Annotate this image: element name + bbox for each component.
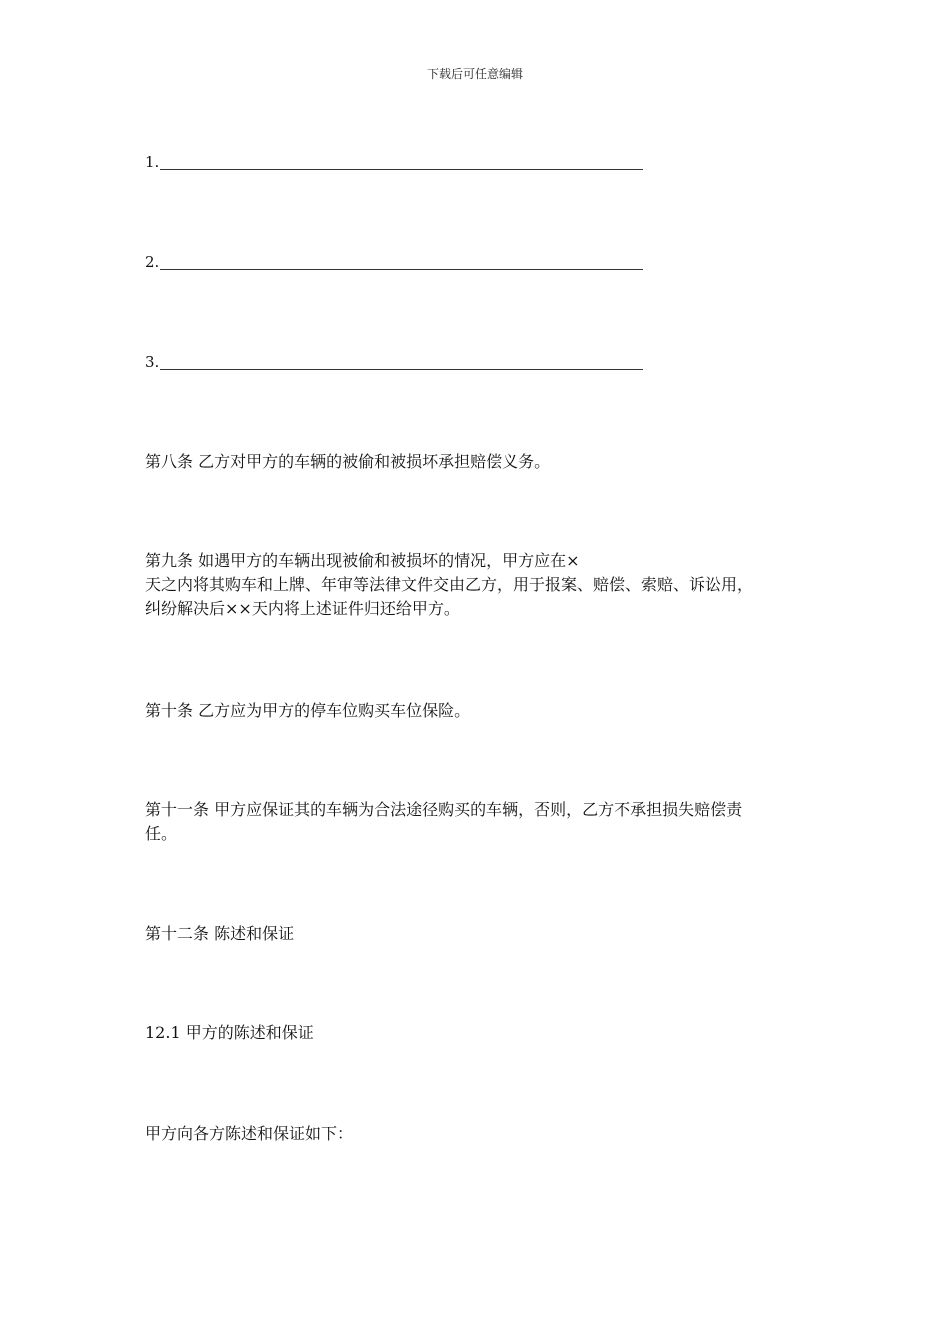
paragraph-line: 纠纷解决后××天内将上述证件归还给甲方。 (145, 599, 460, 618)
page-header: 下载后可任意编辑 (426, 67, 523, 81)
paragraph-line: 第十条 乙方应为甲方的停车位购买车位保险。 (145, 701, 471, 720)
article-11 (145, 798, 807, 846)
paragraph-line: 12.1 甲方的陈述和保证 (145, 1023, 314, 1042)
blank-number: 1. (145, 153, 160, 171)
section-12-1-heading (145, 1021, 807, 1045)
paragraph-line: 第十一条 甲方应保证其的车辆为合法途径购买的车辆，否则，乙方不承担损失赔偿责 (145, 800, 743, 819)
paragraph-line: 第八条 乙方对甲方的车辆的被偷和被损坏承担赔偿义务。 (145, 452, 551, 471)
fill-in-rule (160, 169, 643, 170)
fill-in-rule (160, 269, 643, 270)
blank-line-3 (145, 352, 643, 372)
blank-line-1 (145, 152, 643, 172)
blank-line-2 (145, 252, 643, 272)
intro-paragraph (145, 1122, 807, 1146)
paragraph-line: 第十二条 陈述和保证 (145, 924, 295, 943)
paragraph-line: 第九条 如遇甲方的车辆出现被偷和被损坏的情况，甲方应在× (145, 551, 580, 570)
article-8 (145, 450, 807, 474)
article-12-heading (145, 922, 807, 946)
article-10 (145, 699, 807, 723)
paragraph-line: 天之内将其购车和上牌、年审等法律文件交由乙方，用于报案、赔偿、索赔、诉讼用， (145, 575, 754, 594)
blank-number: 3. (145, 353, 160, 371)
article-9 (145, 549, 807, 621)
fill-in-rule (160, 369, 643, 370)
blank-number: 2. (145, 253, 160, 271)
paragraph-line: 任。 (145, 824, 178, 843)
paragraph-line: 甲方向各方陈述和保证如下： (145, 1124, 354, 1143)
